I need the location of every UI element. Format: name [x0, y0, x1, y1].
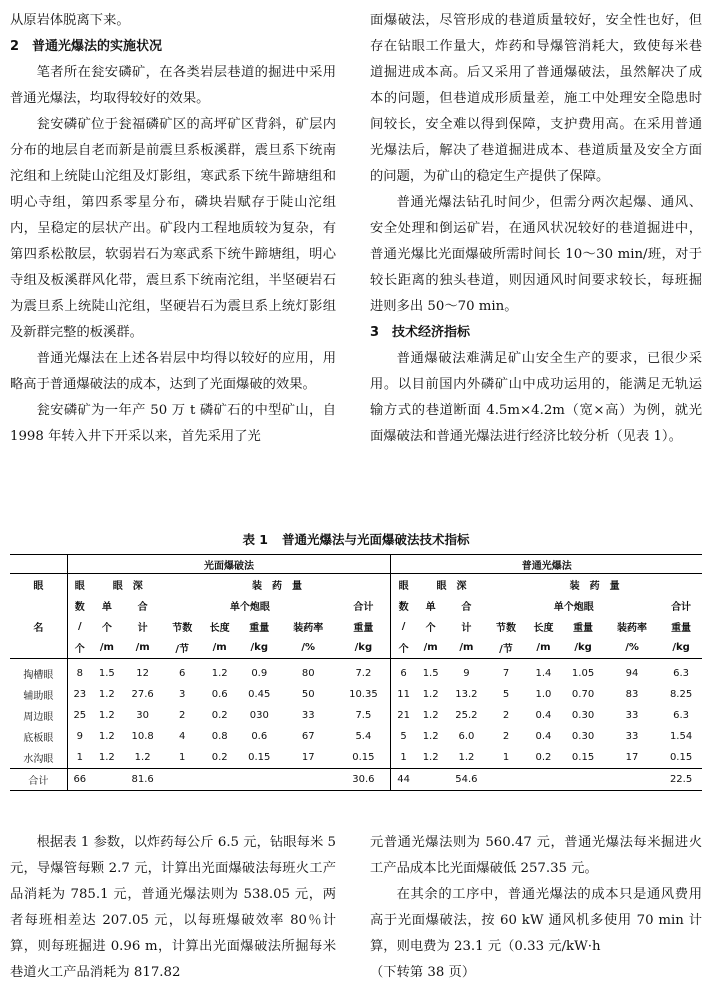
cell-b: 2: [502, 710, 510, 721]
cell-b: 8.25: [669, 689, 693, 700]
hdr-holes-a: 眼: [67, 574, 92, 596]
cell-b: 0.15: [571, 752, 595, 763]
cell-a: 0.9: [251, 668, 268, 679]
table-caption-number: 表 1: [242, 532, 269, 547]
cell-b: 33: [625, 731, 639, 742]
cell-a: 80: [301, 668, 315, 679]
cell-a: 27.6: [131, 689, 154, 700]
cell-b: 0.4: [535, 731, 552, 742]
cell-a: 2: [179, 710, 186, 721]
cell-b: 11: [391, 684, 416, 705]
column-bottom-left: [10, 830, 336, 986]
hdr-combined-a: 合: [137, 602, 148, 613]
cell-b: 1.0: [535, 689, 552, 700]
row-header-char-2: 名: [33, 623, 44, 634]
cell-b: 1.4: [535, 668, 552, 679]
total-weight-b: 22.5: [660, 769, 702, 791]
paragraph: 元普通光爆法则为 560.47 元，普通光爆法每米掘进火工产品成本比光面爆破低 257.35 元。: [370, 835, 702, 876]
cell-a: 30: [136, 710, 149, 721]
cell-a: 1.2: [98, 710, 115, 721]
cell-a: 0.45: [248, 689, 271, 700]
cell-a: 12: [136, 668, 149, 679]
table-caption-title: 普通光爆法与光面爆破法技术指标: [282, 532, 470, 547]
cell-b: 17: [625, 752, 639, 763]
cell-b: 1.05: [571, 668, 595, 679]
cell-a: 3: [179, 689, 186, 700]
cell-b: 6.3: [673, 710, 690, 721]
cell-a: 10.35: [349, 689, 378, 700]
cell-b: 1: [502, 752, 510, 763]
row-header-corner: [10, 555, 67, 574]
cell-a: 50: [301, 689, 315, 700]
cell-b: 7: [502, 668, 510, 679]
cell-a: 33: [301, 710, 315, 721]
table-row: [10, 747, 702, 769]
row-name: 底板眼: [23, 733, 54, 744]
row-name: 水沟眼: [23, 754, 54, 765]
cell-b: 1: [391, 747, 416, 769]
cell-b: 1.2: [458, 752, 475, 763]
cell-a: 0.2: [211, 710, 228, 721]
hdr-holes-b: 眼: [391, 574, 416, 596]
cell-b: 0.2: [535, 752, 552, 763]
cell-a: 7.2: [355, 668, 372, 679]
cell-a: 7.5: [355, 710, 372, 721]
cell-a: 6: [179, 668, 186, 679]
cell-b: 1.54: [669, 731, 693, 742]
section-heading: 2 普通光爆法的实施状况: [10, 39, 163, 54]
cell-a: 0.15: [248, 752, 271, 763]
total-holes-a: 66: [67, 769, 92, 791]
column-top-right: [370, 8, 702, 450]
hdr-single-b: 单: [425, 602, 436, 613]
paragraph: 普通爆破法难满足矿山安全生产的要求，已很少采用。以目前国内外磷矿山中成功运用的，能满足无轨运输方式的巷道断面 4.5m×4.2m（宽×高）为例，就光面爆破法和普通光爆法进行经济比较分析（见表 1）。: [370, 351, 702, 444]
cell-a: 0.15: [352, 752, 375, 763]
cell-b: 1.2: [422, 731, 439, 742]
paragraph: 面爆破法，尽管形成的巷道质量较好，安全性也好，但存在钻眼工作量大，炸药和导爆管消耗大，致使每米巷道掘进成本高。后又采用了普通爆破法，虽然解决了成本的问题，但巷道成形质量差，施工中处理安全隐患时间较长，安全难以得到保障，支护费用高。在采用普通光爆法后，解决了巷道掘进成本、巷道质量及安全方面的问题，为矿山的稳定生产提供了保障。: [370, 13, 702, 184]
cell-a: 1: [67, 747, 92, 769]
group-header-ordinary-blasting: 普通光爆法: [391, 555, 702, 574]
paragraph: 普通光爆法钻孔时间少，但需分两次起爆、通风、安全处理和倒运矿岩，在通风状况较好的巷道掘进中，普通光爆比光面爆破所需时间长 10～30 min/班，对于较长距离的独头巷道，则因通风时间要求较长，每班掘进则多出 50～70 min。: [370, 195, 702, 314]
cell-b: 13.2: [455, 689, 478, 700]
cell-b: 1.2: [422, 752, 439, 763]
row-header-char-1: 眼: [33, 581, 44, 592]
continued-note: （下转第 38 页）: [370, 965, 476, 980]
table-row: [10, 659, 702, 685]
hdr-per-hole-a: 单个炮眼: [229, 602, 270, 613]
cell-a: 8: [67, 659, 92, 685]
cell-a: 25: [67, 705, 92, 726]
cell-b: 25.2: [455, 710, 478, 721]
column-top-left: [10, 8, 336, 450]
cell-b: 0.70: [571, 689, 595, 700]
hdr-charge-a: 装 药 量: [251, 581, 302, 592]
cell-a: 67: [301, 731, 315, 742]
cell-a: 5.4: [355, 731, 372, 742]
cell-a: 1.5: [98, 668, 115, 679]
cell-a: 1.2: [98, 752, 115, 763]
paragraph: 从原岩体脱离下来。: [10, 13, 130, 28]
hdr-depth-b: 眼 深: [436, 581, 467, 592]
cell-b: 1.5: [422, 668, 439, 679]
table-caption: [0, 530, 712, 548]
hdr-single-a: 单: [101, 602, 112, 613]
cell-a: 0.2: [211, 752, 228, 763]
cell-b: 9: [463, 668, 470, 679]
table-total-row: [10, 769, 702, 791]
cell-b: 2: [502, 731, 510, 742]
cell-a: 17: [301, 752, 315, 763]
hdr-num-b: 数: [391, 595, 416, 616]
paragraph: 普通光爆法在上述各岩层中均得以较好的应用，用略高于普通爆破法的成本，达到了光面爆破的效果。: [10, 351, 336, 392]
row-name: 掏槽眼: [23, 670, 54, 681]
hdr-num-a: 数: [67, 595, 92, 616]
cell-b: 1.2: [422, 689, 439, 700]
total-label: 合计: [10, 769, 67, 791]
cell-b: 33: [625, 710, 639, 721]
hdr-depth-a: 眼 深: [112, 581, 143, 592]
column-bottom-right: [370, 830, 702, 986]
total-weight-a: 30.6: [336, 769, 391, 791]
row-name: 辅助眼: [23, 691, 54, 702]
cell-b: 0.30: [571, 731, 595, 742]
comparison-table: 光面爆破法 普通光爆法 眼 眼 眼 深 装 药 量 眼 眼 深 装 药 量 数 单 合 单个炮眼 合计 数 单 合 单个炮眼 合计 名 / 个 计 节数 长度 重量 装药率 重量 / 个 计 节数 长度 重量 装药率 重量 个 /m /m /节 /m /kg /% /kg 个 /m /m /节 /m /kg /% /kg 掏槽眼 8 1.5 12 6 1.2 0.9 80 7.2 6 1.5 9 7 1.4 1.05 94 6.3 辅助眼 23 1.2 27.6 3 0.6 0.45 50 10.35 11 1.2 13.2 5 1.0 0.70 83 8.25 周边眼 25 1.2 30 2 0.2 030 33 7.5 21 1.2 25.2 2 0.4 0.30 33 6.3 底板眼 9 1.2 10.8 4 0.8 0.6 67 5.4 5 1.2 6.0 2 0.4 0.30 33 1.54 水沟眼 1 1.2 1.2 1 0.2 0.15 17 0.15 1 1.2 1.2 1 0.2 0.15 17 0.15 合计 66 81.6 30.6 44 54.6 22.5: [10, 554, 702, 791]
cell-a: 23: [67, 684, 92, 705]
table-row: [10, 705, 702, 726]
cell-a: 030: [249, 710, 269, 721]
paragraph: 在其余的工序中，普通光爆法的成本只是通风费用高于光面爆破法，按 60 kW 通风机多使用 70 min 计算，则电费为 23.1 元（0.33 元/kW·h: [370, 887, 702, 954]
cell-a: 1.2: [98, 689, 115, 700]
section-heading: 3 技术经济指标: [370, 325, 471, 340]
cell-b: 94: [625, 668, 639, 679]
cell-b: 6: [391, 659, 416, 685]
paragraph: 瓮安磷矿为一年产 50 万 t 磷矿石的中型矿山，自 1998 年转入井下开采以来，首先采用了光: [10, 403, 336, 444]
hdr-per-hole-b: 单个炮眼: [553, 602, 594, 613]
cell-a: 0.6: [211, 689, 228, 700]
paragraph: 根据表 1 参数，以炸药每公斤 6.5 元，钻眼每米 5 元，导爆管每颗 2.7 元，计算出光面爆破法每班火工产品消耗为 785.1 元，普通光爆法则为 538.05 元，两者每班相差达 207.05 元，以每班爆破效率 80％计算，则每班掘进 0.96 m，计算出光面爆破法所掘每米巷道火工产品消耗为 817.82: [10, 835, 336, 980]
paragraph: 瓮安磷矿位于瓮福磷矿区的高坪矿区背斜，矿层内分布的地层自老而新是前震旦系板溪群，震旦系下统南沱组和上统陡山沱组及灯影组，寒武系下统牛蹄塘组和明心寺组，第四系零星分布，磷块岩赋存于陡山沱组内，呈稳定的层状产出。矿段内工程地质较为复杂，有第四系松散层，软弱岩石为寒武系下统牛蹄塘组，明心寺组及板溪群风化带，震旦系下统南沱组，半坚硬岩石为震旦系上统陡山沱组，坚硬岩石为震旦系上统灯影组及新群完整的板溪群。: [10, 117, 336, 340]
cell-b: 5: [502, 689, 510, 700]
cell-b: 6.0: [458, 731, 475, 742]
cell-b: 5: [391, 726, 416, 747]
row-name: 周边眼: [23, 712, 54, 723]
total-combined-a: 81.6: [122, 769, 164, 791]
table-row: [10, 726, 702, 747]
cell-b: 0.15: [669, 752, 693, 763]
cell-b: 6.3: [673, 668, 690, 679]
cell-b: 21: [391, 705, 416, 726]
cell-a: 0.6: [251, 731, 268, 742]
cell-a: 1: [179, 752, 186, 763]
cell-b: 0.4: [535, 710, 552, 721]
cell-a: 10.8: [131, 731, 154, 742]
cell-b: 1.2: [422, 710, 439, 721]
cell-a: 9: [67, 726, 92, 747]
cell-b: 83: [625, 689, 639, 700]
hdr-combined-b: 合: [461, 602, 472, 613]
cell-b: 0.30: [571, 710, 595, 721]
hdr-charge-b: 装 药 量: [569, 581, 620, 592]
cell-a: 1.2: [98, 731, 115, 742]
paragraph: 笔者所在瓮安磷矿，在各类岩层巷道的掘进中采用普通光爆法，均取得较好的效果。: [10, 65, 336, 106]
cell-a: 1.2: [211, 668, 228, 679]
total-combined-b: 54.6: [446, 769, 488, 791]
group-header-smooth-blasting: 光面爆破法: [67, 555, 391, 574]
cell-a: 4: [179, 731, 186, 742]
table-row: [10, 684, 702, 705]
total-holes-b: 44: [391, 769, 416, 791]
cell-a: 1.2: [134, 752, 151, 763]
hdr-total-a: 合计: [353, 602, 374, 613]
cell-a: 0.8: [211, 731, 228, 742]
hdr-total-b: 合计: [671, 602, 692, 613]
